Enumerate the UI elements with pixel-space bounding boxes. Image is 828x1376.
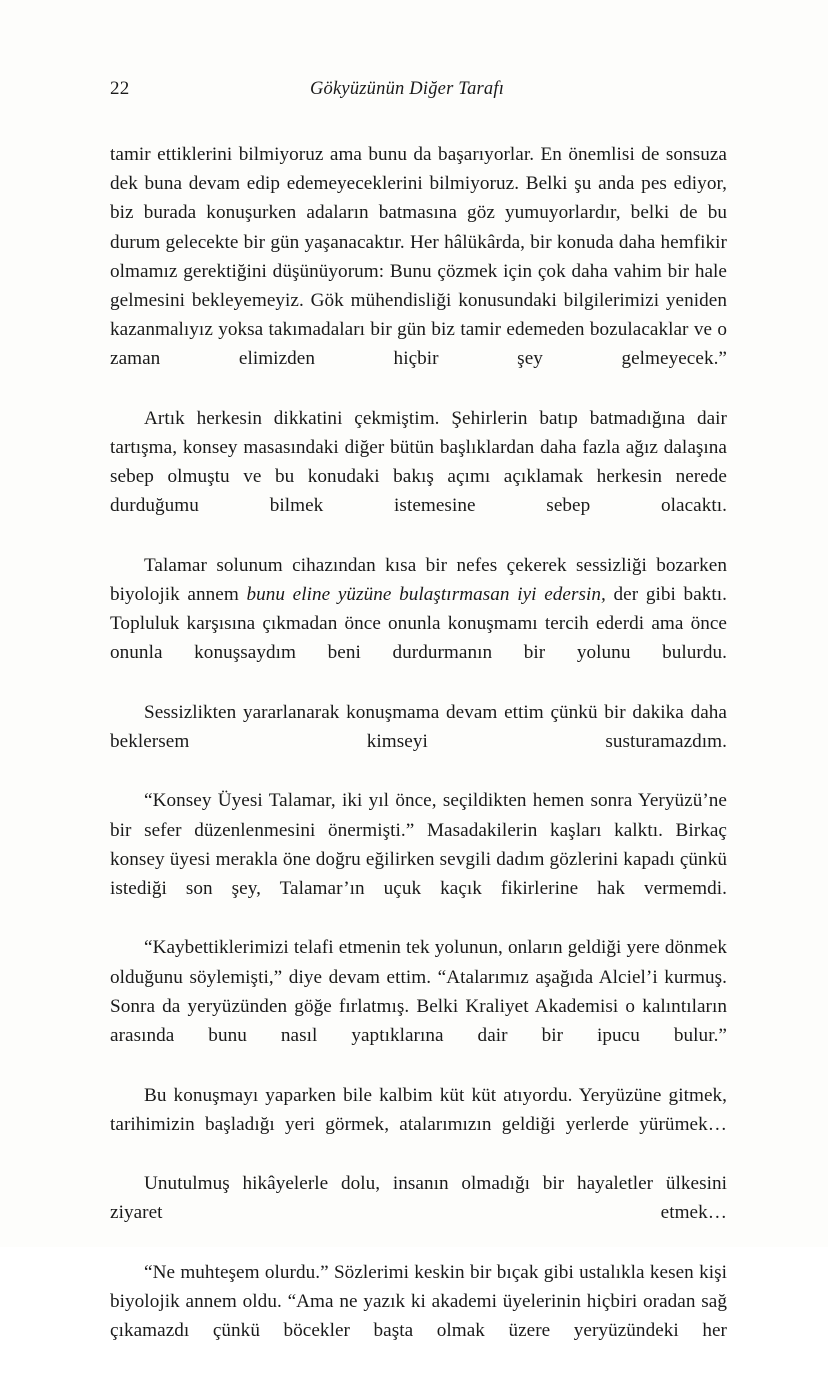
paragraph: tamir ettiklerini bilmiyoruz ama bunu da başarıyorlar. En önemlisi de sonsuza dek buna devam edip edemeyeceklerini bilmiyoruz. Belki şu anda pes ediyor, biz burada konuşurken adaların batmasına göz yumuyorlardır, belki de bu durum gelecekte bir gün yaşanacaktır. Her hâlükârda, bir konuda daha hemfikir olmamız gerektiğini düşünüyorum: Bunu çözmek için çok daha vahim bir hale gelmesini bekleyemeyiz. Gök mühendisliği konusundaki bilgilerimizi yeniden kazanmalıyız yoksa takımadaları bir gün biz tamir edemeden bozulacaklar ve o zaman elimizden hiçbir şey gelmeyecek.” (110, 144, 727, 370)
body-text (110, 140, 727, 1376)
paragraph: Artık herkesin dikkatini çekmiştim. Şehirlerin batıp batmadığına dair tartışma, konsey masasındaki diğer bütün başlıklardan daha fazla ağız dalaşına sebep olmuştu ve bu konudaki bakış açımı açıklamak herkesin nerede durduğumu bilmek istemesine sebep olacaktı. (110, 407, 727, 517)
paragraph: Sessizlikten yararlanarak konuşmama devam ettim çünkü bir dakika daha beklersem kimseyi susturamazdım. (110, 701, 727, 753)
running-head (110, 78, 730, 104)
paragraph: “Kaybettiklerimizi telafi etmenin tek yolunun, onların geldiği yere dönmek olduğunu söylemişti,” diye devam ettim. “Atalarımız aşağıda Alciel’i kurmuş. Sonra da yeryüzünden göğe fırlatmış. Belki Kraliyet Akademisi o kalıntıların arasında bunu nasıl yaptıklarına dair bir ipucu bulur.” (110, 937, 727, 1047)
page-number: 22 (110, 78, 130, 99)
paragraph: Bu konuşmayı yaparken bile kalbim küt küt atıyordu. Yeryüzüne gitmek, tarihimizin başladığı yeri görmek, atalarımızın geldiği yerlerde yürümek… (110, 1084, 727, 1135)
paragraph: Unutulmuş hikâyelerle dolu, insanın olmadığı bir hayaletler ülkesini ziyaret etmek… (110, 1173, 727, 1224)
paragraph: “Konsey Üyesi Talamar, iki yıl önce, seçildikten hemen sonra Yeryüzü’ne bir sefer düzenlenmesini önermişti.” Masadakilerin kaşları kalktı. Birkaç konsey üyesi merakla öne doğru eğilirken sevgili dadım gözlerini kapadı çünkü istediği son şey, Talamar’ın uçuk kaçık fikirlerine hak vermemdi. (110, 790, 727, 900)
running-title: Gökyüzünün Diğer Tarafı (310, 79, 505, 99)
paragraph: “Ne muhteşem olurdu.” Sözlerimi keskin bir bıçak gibi ustalıkla kesen kişi biyolojik annem oldu. “Ama ne yazık ki akademi üyelerinin hiçbiri oradan sağ çıkamazdı çünkü böcekler başta olmak üzere yeryüzündeki her (110, 1261, 727, 1342)
paragraph: Talamar solunum cihazından kısa bir nefes çekerek sessizliği bozarken biyolojik annem bunu eline yüzüne bulaştırmasan iyi edersin, der gibi baktı. Topluluk karşısına çıkmadan önce onunla konuşmamı tercih ederdi ama önce onunla konuşsaydım beni durdurmanın bir yolunu bulurdu. (110, 554, 728, 664)
